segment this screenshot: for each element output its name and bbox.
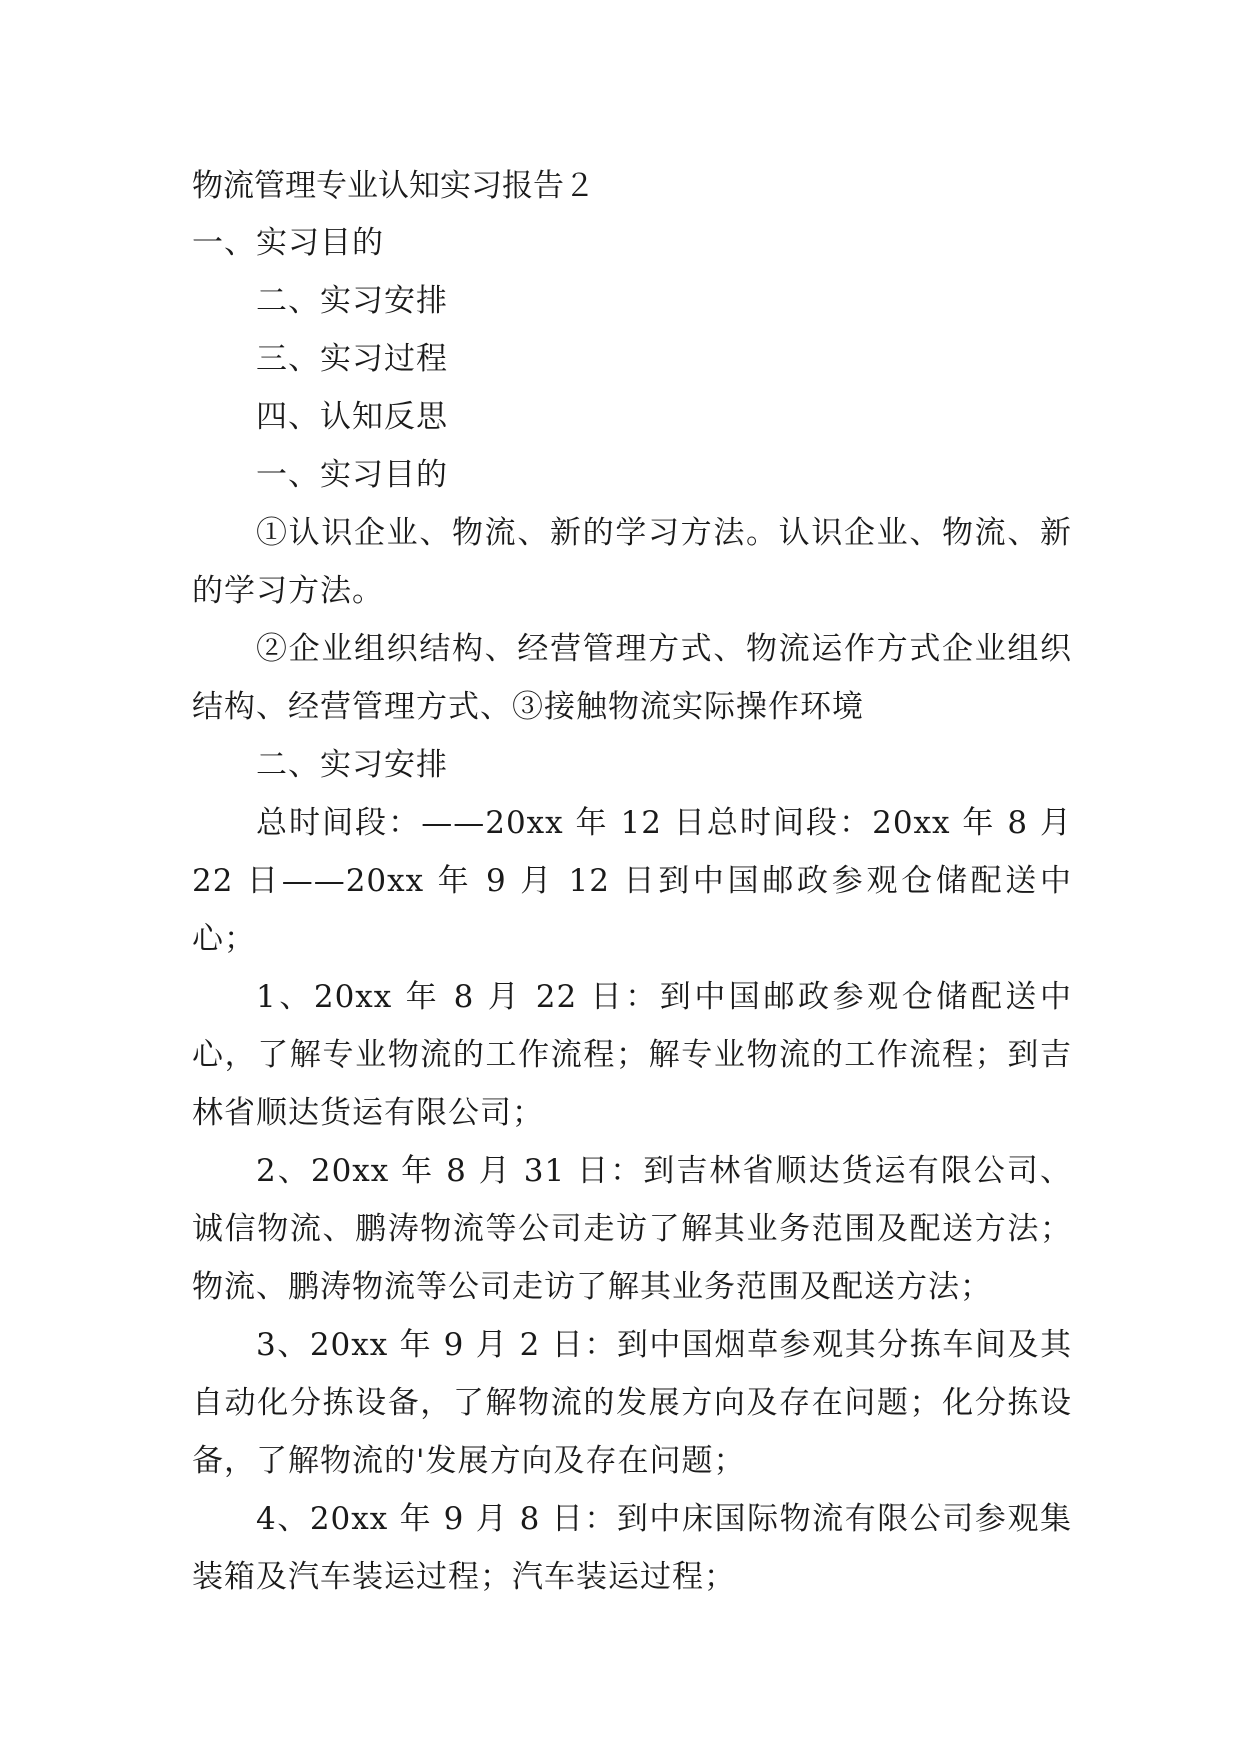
paragraph-12: 3、20xx 年 9 月 2 日：到中国烟草参观其分拣车间及其自动化分拣设备，了解物流的发展方向及存在问题；化分拣设备，了解物流的'发展方向及存在问题；	[192, 1327, 1072, 1479]
paragraph-10: 1、20xx 年 8 月 22 日：到中国邮政参观仓储配送中心，了解专业物流的工作流程；解专业物流的工作流程；到吉林省顺达货运有限公司；	[192, 979, 1072, 1131]
document-body	[192, 158, 1072, 1606]
paragraph-7: ②企业组织结构、经营管理方式、物流运作方式企业组织结构、经营管理方式、③接触物流实际操作环境	[192, 631, 1072, 725]
paragraph-9: 总时间段：——20xx 年 12 日总时间段：20xx 年 8 月 22 日——20xx 年 9 月 12 日到中国邮政参观仓储配送中心；	[192, 805, 1072, 957]
paragraph-2: 二、实习安排	[256, 283, 448, 319]
paragraph-6: ①认识企业、物流、新的学习方法。认识企业、物流、新的学习方法。	[192, 515, 1072, 609]
paragraph-4: 四、认知反思	[256, 399, 448, 435]
document-title: 物流管理专业认知实习报告２	[192, 168, 595, 204]
paragraph-3: 三、实习过程	[256, 341, 448, 377]
paragraph-8: 二、实习安排	[256, 747, 448, 783]
paragraph-5: 一、实习目的	[256, 457, 448, 493]
paragraph-11: 2、20xx 年 8 月 31 日：到吉林省顺达货运有限公司、诚信物流、鹏涛物流等公司走访了解其业务范围及配送方法；物流、鹏涛物流等公司走访了解其业务范围及配送方法；	[192, 1153, 1072, 1305]
paragraph-13: 4、20xx 年 9 月 8 日：到中床国际物流有限公司参观集装箱及汽车装运过程；汽车装运过程；	[192, 1501, 1072, 1595]
paragraph-1: 一、实习目的	[192, 225, 384, 261]
